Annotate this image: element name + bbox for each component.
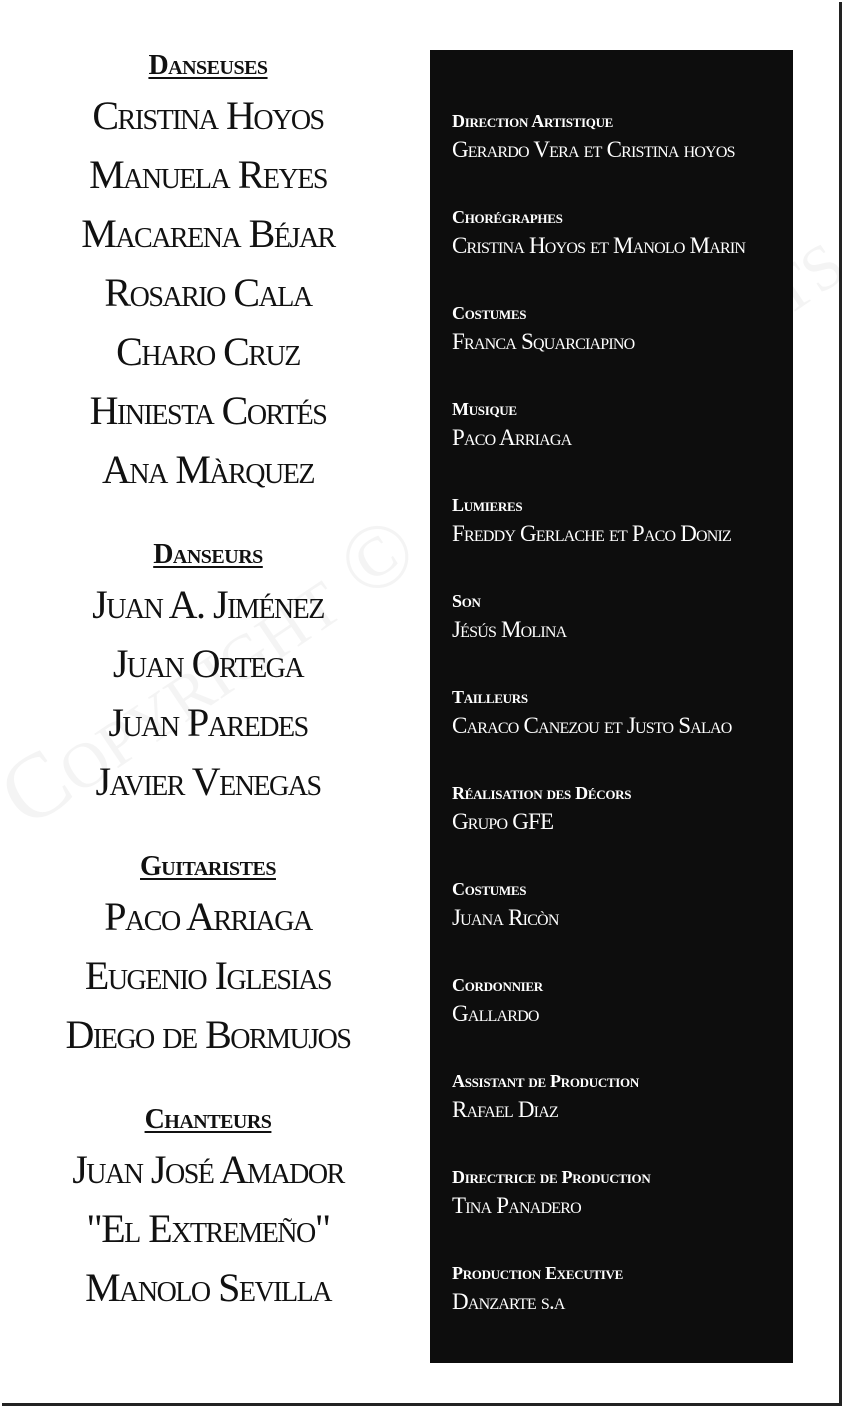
performer-name: Hiniesta Cortés (89, 388, 327, 433)
credit-entry (452, 1166, 793, 1262)
credit-entry (452, 206, 793, 302)
credit-role: Tailleurs (452, 687, 528, 707)
performer-name: Macarena Béjar (81, 211, 335, 256)
section-title: Danseuses (148, 50, 268, 81)
credit-name: Juana Ricòn (452, 905, 559, 930)
credit-role: Cordonnier (452, 975, 543, 995)
credit-role: Chorégraphes (452, 207, 563, 227)
credit-name: Rafael Diaz (452, 1097, 558, 1122)
credit-name: Gallardo (452, 1001, 539, 1026)
credit-role: Assistant de Production (452, 1071, 639, 1091)
section-title: Danseurs (153, 539, 263, 570)
performer-name: Rosario Cala (104, 270, 312, 315)
credit-name: Paco Arriaga (452, 425, 572, 450)
credit-entry (452, 1070, 793, 1166)
performer-name: "El Extremeño" (86, 1206, 330, 1251)
performer-name: Juan A. Jiménez (92, 582, 324, 627)
credit-entry (452, 590, 793, 686)
credit-name: Danzarte s.a (452, 1289, 565, 1314)
credit-role: Production Executive (452, 1263, 624, 1283)
performer-name: Juan Ortega (112, 641, 304, 686)
cast-section (40, 1106, 376, 1317)
credit-entry (452, 302, 793, 398)
credit-name: Gerardo Vera et Cristina hoyos (452, 137, 735, 162)
credit-entry (452, 974, 793, 1070)
credit-role: Lumieres (452, 495, 523, 515)
performer-name: Manolo Sevilla (85, 1265, 331, 1310)
section-title: Guitaristes (140, 851, 276, 882)
performer-name: Ana Màrquez (102, 447, 314, 492)
performer-name: Javier Venegas (95, 759, 321, 804)
cast-section (40, 853, 376, 1064)
performer-name: Eugenio Iglesias (84, 953, 332, 998)
credit-name: Grupo GFE (452, 809, 554, 834)
credit-entry (452, 398, 793, 494)
cast-column (40, 52, 376, 1359)
credit-role: Son (452, 591, 481, 611)
credit-role: Costumes (452, 303, 527, 323)
credit-role: Direction Artistique (452, 111, 614, 131)
performer-name: Juan Paredes (108, 700, 308, 745)
credit-entry (452, 110, 793, 206)
performer-name: Paco Arriaga (104, 894, 312, 939)
performer-name: Charo Cruz (116, 329, 300, 374)
credit-entry (452, 494, 793, 590)
credits-panel (430, 50, 793, 1363)
performer-name: Diego de Bormujos (65, 1012, 351, 1057)
credit-entry (452, 878, 793, 974)
credit-name: Jésús Molina (452, 617, 567, 642)
performer-name: Juan José Amador (72, 1147, 344, 1192)
credit-name: Franca Squarciapino (452, 329, 635, 354)
performer-name: Manuela Reyes (89, 152, 327, 197)
credit-entry (452, 782, 793, 878)
credit-entry (452, 1262, 793, 1358)
cast-section (40, 541, 376, 811)
credit-role: Directrice de Production (452, 1167, 651, 1187)
credit-entry (452, 686, 793, 782)
credit-name: Cristina Hoyos et Manolo Marin (452, 233, 746, 258)
credit-name: Tina Panadero (452, 1193, 581, 1218)
credit-name: Caraco Canezou et Justo Salao (452, 713, 732, 738)
cast-section (40, 52, 376, 499)
performer-name: Cristina Hoyos (92, 93, 324, 138)
credit-role: Musique (452, 399, 517, 419)
credit-name: Freddy Gerlache et Paco Doniz (452, 521, 732, 546)
credit-role: Réalisation des Décors (452, 783, 632, 803)
section-title: Chanteurs (144, 1104, 272, 1135)
credit-role: Costumes (452, 879, 527, 899)
